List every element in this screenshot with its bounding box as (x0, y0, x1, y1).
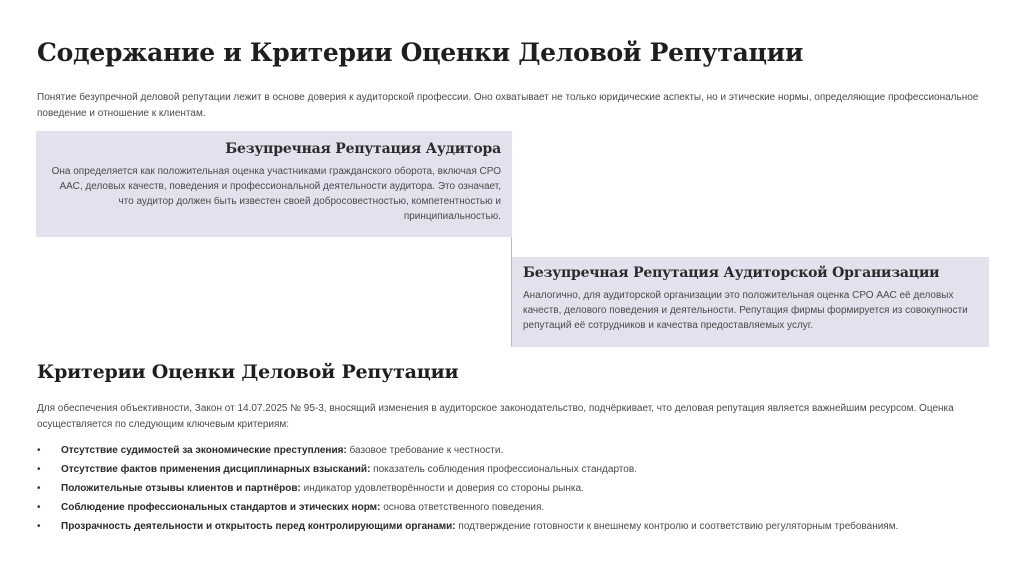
bullet-icon: • (37, 464, 41, 475)
criteria-intro: Для обеспечения объективности, Закон от 14.07.2025 № 95-3, вносящий изменения в аудиторское законодательство, подчёркивает, что деловая репутация является важнейшим ресурсом. Оценка осуществляется по следующим ключевым критериям: (37, 403, 954, 430)
card-text: Она определяется как положительная оценка участниками гражданского оборота, включая СРО ААС, деловых качеств, поведения и профессиональной деятельности аудитора. Это означает, что аудитор должен быть известен своей добросовестностью, компетентностью и принципиальностью. (51, 166, 501, 222)
criterion-name: Отсутствие фактов применения дисциплинарных взысканий: (61, 464, 371, 475)
bullet-icon: • (37, 521, 41, 532)
bullet-icon: • (37, 502, 41, 513)
list-item (37, 519, 987, 538)
bullet-icon: • (37, 483, 41, 494)
list-item (37, 500, 987, 519)
intro-paragraph: Понятие безупречной деловой репутации лежит в основе доверия к аудиторской профессии. Оно охватывает не только юридические аспекты, но и этические нормы, определяющие профессиональное поведение и отношение к клиентам. (37, 92, 979, 119)
card-title: Безупречная Репутация Аудиторской Организации (523, 265, 940, 281)
criterion-description: подтверждение готовности к внешнему контролю и соответствию регуляторным требованиям. (455, 521, 899, 532)
criterion-description: индикатор удовлетворённости и доверия со стороны рынка. (300, 483, 584, 494)
page-title: Содержание и Критерии Оценки Деловой Репутации (37, 38, 804, 67)
criterion-description: показатель соблюдения профессиональных стандартов. (370, 464, 637, 475)
criterion-description: базовое требование к честности. (346, 445, 504, 456)
card-text: Аналогично, для аудиторской организации это положительная оценка СРО ААС её деловых качеств, делового поведения и деятельности. Репутация фирмы формируется из совокупности репутаций её сотрудников и качества предоставляемых услуг. (523, 290, 968, 331)
card-title: Безупречная Репутация Аудитора (225, 141, 501, 157)
list-item (37, 443, 987, 462)
criteria-list (37, 443, 987, 538)
criterion-name: Положительные отзывы клиентов и партнёров: (61, 483, 301, 494)
criteria-section-title: Критерии Оценки Деловой Репутации (37, 361, 459, 383)
criterion-description: основа ответственного поведения. (380, 502, 545, 513)
auditor-reputation-card (36, 131, 512, 237)
bullet-icon: • (37, 445, 41, 456)
list-item (37, 481, 987, 500)
organization-reputation-card (512, 257, 989, 347)
list-item (37, 462, 987, 481)
criterion-name: Прозрачность деятельности и открытость перед контролирующими органами: (61, 521, 456, 532)
criterion-name: Отсутствие судимостей за экономические преступления: (61, 445, 347, 456)
criterion-name: Соблюдение профессиональных стандартов и этических норм: (61, 502, 381, 513)
